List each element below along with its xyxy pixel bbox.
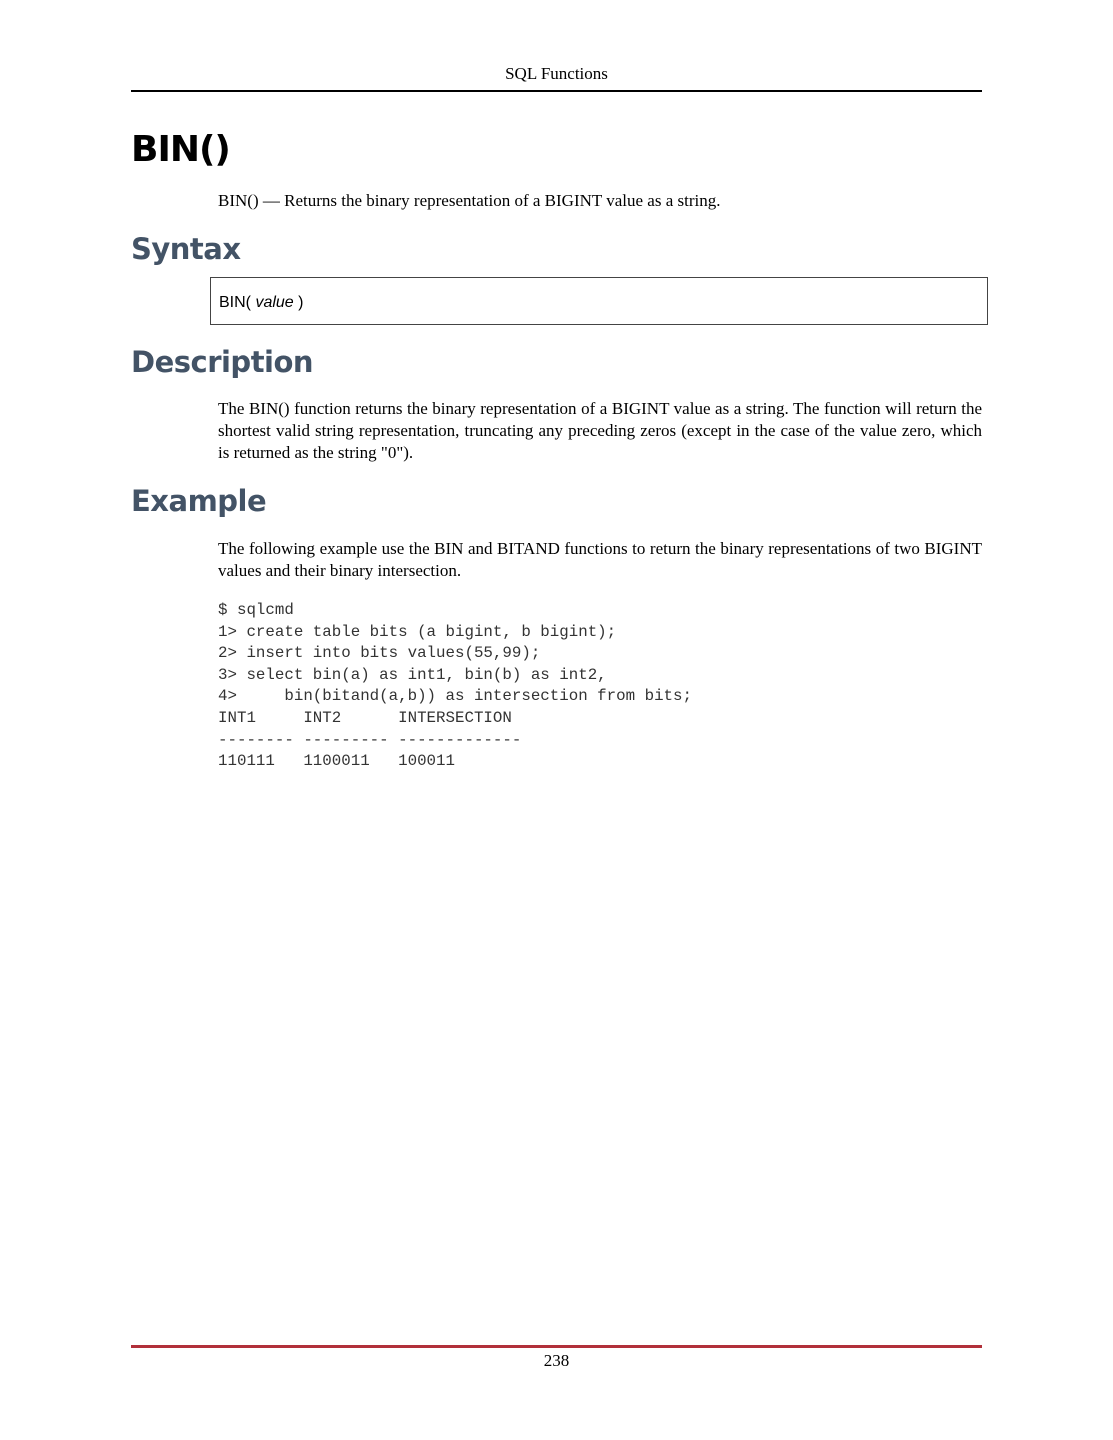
syntax-param: value	[255, 294, 294, 311]
running-header: SQL Functions	[505, 64, 608, 83]
syntax-suffix: )	[293, 294, 304, 311]
syntax-heading: Syntax	[131, 232, 241, 266]
syntax-prefix: BIN(	[219, 294, 256, 311]
code-line: 3> select bin(a) as int1, bin(b) as int2,	[218, 665, 607, 684]
code-block	[218, 600, 692, 773]
code-line: 1> create table bits (a bigint, b bigint);	[218, 622, 617, 641]
description-text: The BIN() function returns the binary representation of a BIGINT value as a string. The function will return the shortest valid string representation, truncating any preceding zeros (except in the case of the value zero, which is returned as the string "0").	[218, 399, 982, 462]
refpurpose: BIN() — Returns the binary representation of a BIGINT value as a string.	[218, 191, 721, 210]
syntax-box	[210, 277, 988, 325]
code-line: 2> insert into bits values(55,99);	[218, 644, 541, 663]
code-line: 110111 1100011 100011	[218, 752, 455, 771]
example-text: The following example use the BIN and BITAND functions to return the binary representations of two BIGINT values and their binary intersection.	[218, 539, 982, 580]
code-line: 4> bin(bitand(a,b)) as intersection from bits;	[218, 687, 692, 706]
page-title: BIN()	[131, 129, 230, 170]
code-line: INT1 INT2 INTERSECTION	[218, 708, 512, 727]
code-line: $ sqlcmd	[218, 601, 294, 619]
code-line: -------- --------- -------------	[218, 730, 522, 749]
header-rule	[131, 90, 982, 92]
page-number: 238	[543, 1351, 570, 1370]
footer-rule	[131, 1345, 982, 1348]
example-heading: Example	[131, 484, 267, 518]
description-heading: Description	[131, 345, 314, 379]
